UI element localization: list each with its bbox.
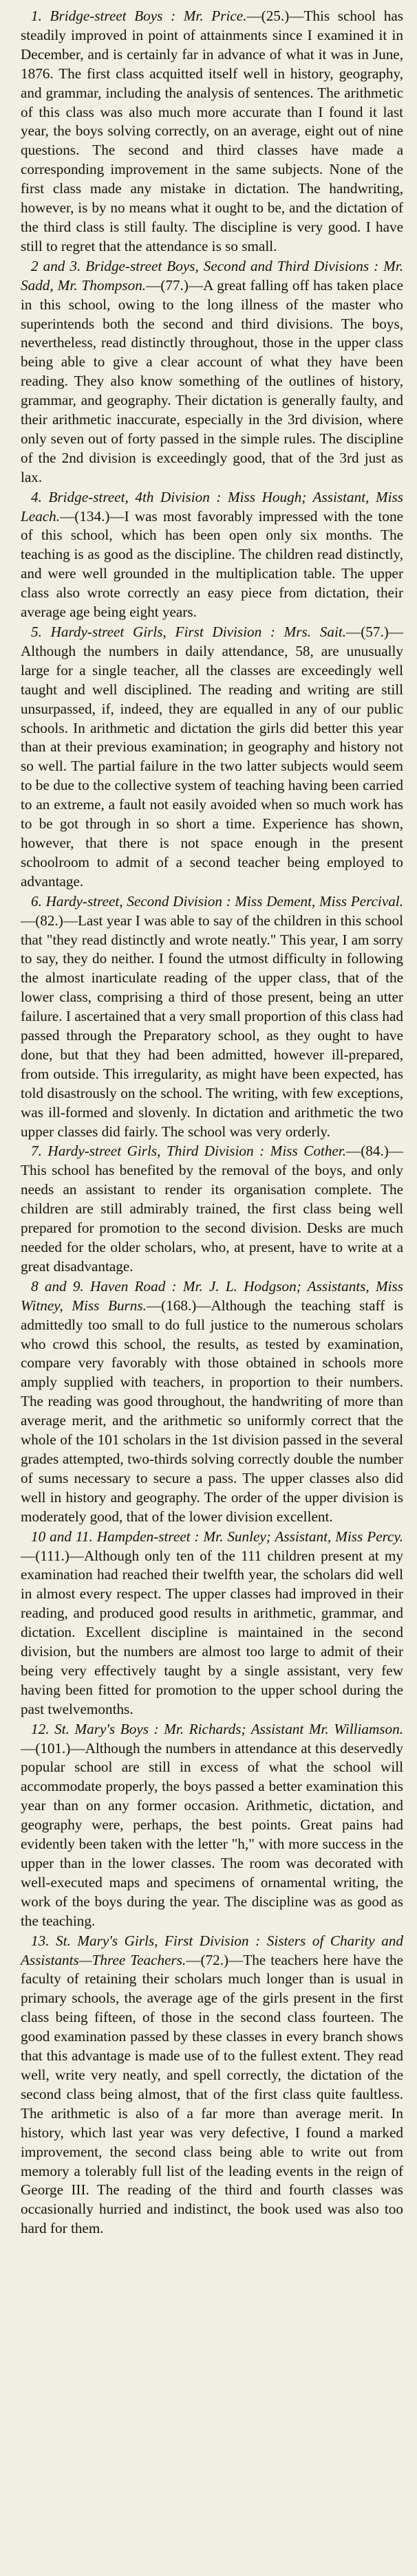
- report-text: —(168.)—Although the teaching staff is admittedly too small to do full justice to the numerous scholars who crowd this school, the results, as tested by examination, compare very favorably with those obtained in schools more amply supplied with teachers, in proportion to their numbers. The reading was good throughout, the handwriting of more than average merit, and the arithmetic so uniformly correct that the whole of the 101 scholars in the 1st division passed in the several grades attempted, two-thirds solving correctly double the number of sums necessary to secure a pass. The upper classes also did well in history and geography. The order of the upper division is moderately good, that of the lower division excellent.: [21, 1297, 403, 1525]
- school-heading: 5. Hardy-street Girls, First Division : Mrs. Sait.: [31, 624, 347, 640]
- report-paragraph: [21, 1720, 403, 1931]
- report-paragraph: [21, 892, 403, 1142]
- report-paragraph: [21, 7, 403, 256]
- report-text: —(101.)—Although the numbers in attendance at this deservedly popular school are still in excess of what the school will accommodate properly, the boys passed a better examination this year than on any former occasion. Arithmetic, dictation, and geography were, perhaps, the best points. Great pains had evidently been taken with the letter "h," with more success in the upper than in the lower classes. The room was decorated with well-executed maps and specimens of ornamental writing, the work of the boys during the year. The discipline was as good as the teaching.: [21, 1739, 403, 1929]
- school-heading: 12. St. Mary's Boys : Mr. Richards; Assistant Mr. Williamson.: [31, 1720, 403, 1737]
- report-paragraph: [21, 1277, 403, 1527]
- school-heading: 13. St. Mary's Girls, First Division : Sisters of Charity and Assistants—Three Teachers.: [21, 1932, 403, 1968]
- report-paragraph: [21, 1528, 403, 1719]
- report-text: —(77.)—A great falling off has taken place in this school, owing to the long illness of the master who superintends both the second and third divisions. The boys, nevertheless, read distinctly throughout, those in the upper class being able to give a clear account of what they have been reading. They also know something of the outlines of history, grammar, and geography. Their dictation is generally faulty, and their arithmetic inaccurate, especially in the 3rd division, where only seven out of forty passed in the simple rules. The discipline of the 2nd division is exceedingly good, that of the 3rd just as lax.: [21, 276, 403, 485]
- school-heading: 6. Hardy-street, Second Division : Miss Dement, Miss Percival.: [31, 892, 403, 910]
- school-heading: 8 and 9. Haven Road : Mr. J. L. Hodgson; Assistants, Miss Witney, Miss Burns.: [21, 1277, 403, 1314]
- school-heading: 10 and 11. Hampden-street : Mr. Sunley; Assistant, Miss Percy.: [31, 1528, 403, 1545]
- report-text: —(25.)—This school has steadily improved in point of attainments since I examined it in December, and is certainly far in advance of what it was in June, 1876. The first class acquitted itself well in history, geography, and grammar, including the analysis of sentences. The arithmetic of this class was also much more accurate than I found it last year, the boys solving correctly, on an average, eight out of nine questions. The second and third classes have made a corresponding improvement in the same subjects. None of the first class made any mistake in dictation. The handwriting, however, is by no means what it ought to be, and the dictation of the third class is still faulty. The discipline is very good. I have still to regret that the attendance is so small.: [21, 8, 403, 254]
- report-paragraph: [21, 623, 403, 892]
- report-text: —(57.)—Although the numbers in daily attendance, 58, are unusually large for a single teacher, all the classes are exceedingly well taught and well disciplined. The reading and writing are still unsurpassed, if, indeed, they are equalled in any of our public schools. In arithmetic and dictation the girls did better this year than at their previous examination; in geography and history not so well. The partial failure in the two latter subjects would seem to be due to the collective system of teaching having been carried to an extreme, a fault not easily avoided when so much work has to be got through in so short a time. Experience has shown, however, that there is not space enough in the present schoolroom to admit of a second teacher being employed to advantage.: [21, 624, 403, 890]
- report-text: —(111.)—Although only ten of the 111 children present at my examination had reached their twelfth year, the scholars did well in almost every respect. The upper classes had improved in their reading, and produced good results in arithmetic, grammar, and dictation. Excellent discipline is maintained in the second division, but the numbers are almost too large to admit of their being very effectively taught by a single assistant, very few having been fitted for promotion to the upper school during the past twelvemonths.: [21, 1547, 403, 1717]
- report-text: —(82.)—Last year I was able to say of the children in this school that "they read distinctly and wrote neatly." This year, I am sorry to say, they do neither. I found the utmost difficulty in following the almost inarticulate reading of the upper class, that of the lower class, comprising a third of those present, being an utter failure. I ascertained that a very small proportion of this class had passed through the Preparatory school, as they ought to have done, but that they had been admitted, however ill-prepared, from outside. This irregularity, as might have been expected, has told disastrously on the school. The writing, with few exceptions, was ill-formed and slovenly. In dictation and arithmetic the two upper classes did fairly. The school was very orderly.: [21, 912, 403, 1140]
- report-paragraph: [21, 1142, 403, 1276]
- report-paragraph: [21, 1932, 403, 2239]
- report-text: —(84.)—This school has benefited by the removal of the boys, and only needs an assistant to render its organisation complete. The children are still admirably trained, the first class being well prepared for promotion to the second division. Desks are much needed for the older scholars, who, at present, have to write at a great disadvantage.: [21, 1143, 403, 1275]
- report-text: —(134.)—I was most favorably impressed with the tone of this school, which has been open only six months. The teaching is as good as the discipline. The children read distinctly, and were well grounded in the multiplication table. The upper class also wrote correctly an easy piece from dictation, their average age being eight years.: [21, 507, 403, 621]
- school-heading: 4. Bridge-street, 4th Division : Miss Hough; Assistant, Miss Leach.: [21, 488, 403, 525]
- school-heading: 7. Hardy-street Girls, Third Division : Miss Cother.: [31, 1143, 347, 1160]
- report-text: —(72.)—The teachers here have the faculty of retaining their scholars much longer than is usual in primary schools, the average age of the girls present in the first class being fifteen, of those in the second class fourteen. The good examination passed by these classes in every branch shows that this advantage is made use of to the fullest extent. They read well, write very neatly, and spell correctly, the dictation of the second class being almost, that of the first class quite faultless. The arithmetic is also of a far more than average merit. In history, which last year was very defective, I found a marked improvement, the second class being able to write out from memory a tolerably full list of the leading events in the reign of George III. The reading of the third and fourth classes was occasionally hurried and indistinct, the book used was also too hard for them.: [21, 1951, 403, 2237]
- school-heading: 2 and 3. Bridge-street Boys, Second and Third Divisions : Mr. Sadd, Mr. Thompson.: [21, 257, 403, 294]
- report-paragraph: [21, 257, 403, 487]
- school-heading: 1. Bridge-street Boys : Mr. Price.: [31, 8, 247, 24]
- report-paragraph: [21, 488, 403, 622]
